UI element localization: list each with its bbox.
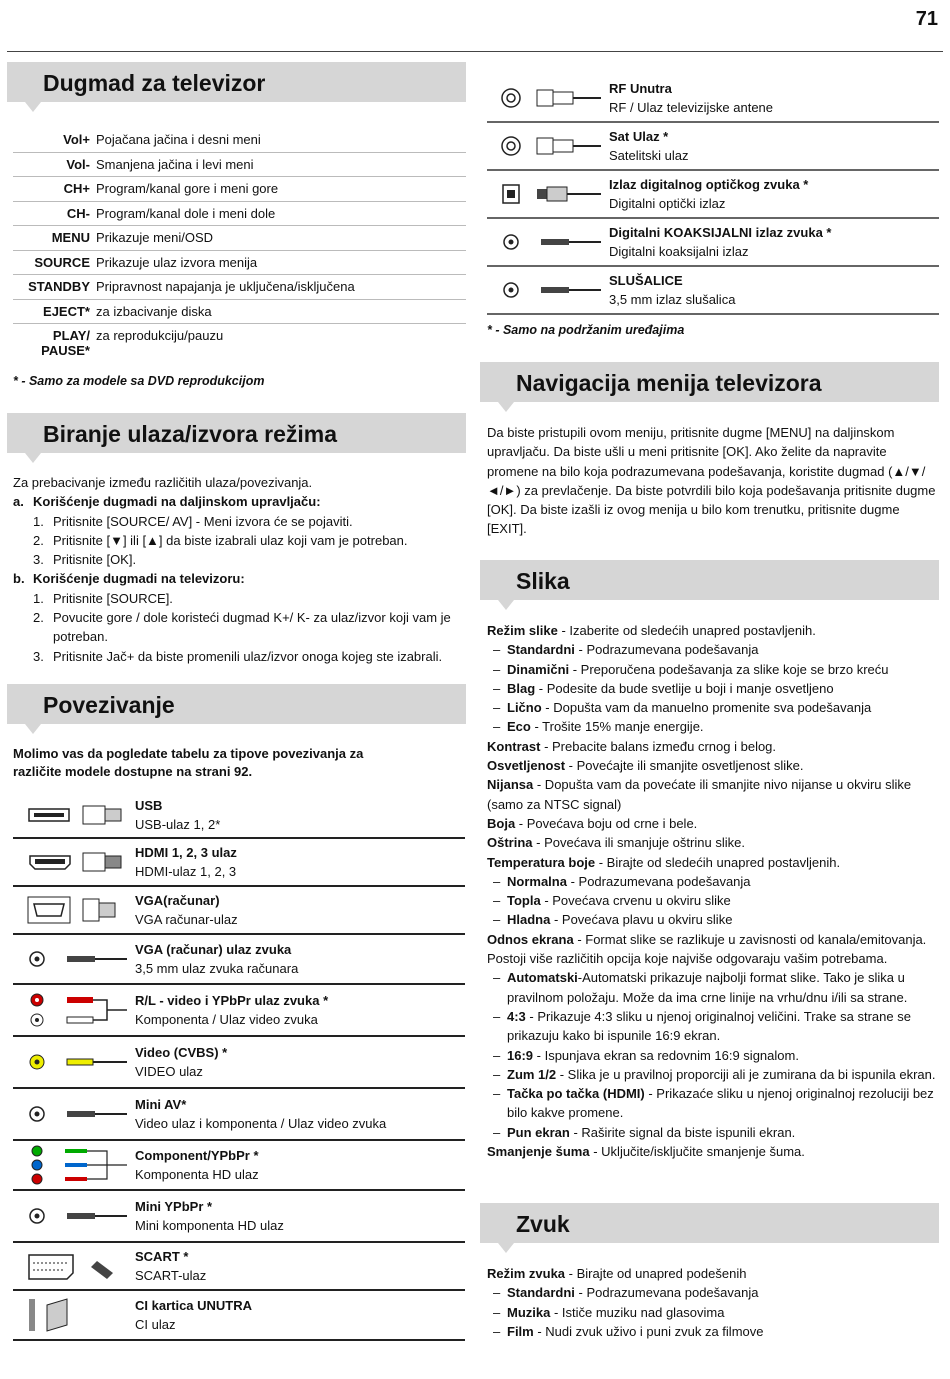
section-title-nav: Navigacija menija televizora: [480, 362, 939, 402]
connection-desc: Komponenta / Ulaz video zvuka: [135, 1012, 318, 1027]
list-subitem: [487, 1303, 937, 1322]
rca-yellow-icon: [13, 1037, 135, 1087]
item-term: Boja: [487, 815, 516, 831]
item-text: - Podrazumevana podešavanja: [574, 1285, 759, 1301]
button-desc: Prikazuje meni/OSD: [96, 230, 214, 245]
item-text: - Uključite/isključite smanjenje šuma.: [589, 1144, 805, 1160]
step-text: Pritisnite Jač+ da biste promenili ulaz/izvor onoga kojeg ste izabrali.: [53, 648, 443, 664]
step-item: [13, 550, 468, 569]
list-subitem: [487, 717, 943, 736]
input-remote-title: Korišćenje dugmadi na daljinskom upravljaču:: [33, 494, 321, 510]
list-item: [487, 833, 943, 852]
item-term: Hladna: [507, 912, 551, 928]
item-term: Oštrina: [487, 835, 533, 851]
connection-desc: SCART-ulaz: [135, 1268, 207, 1283]
list-subitem: [487, 660, 943, 679]
button-key: EJECT*: [43, 303, 90, 319]
connection-row: [13, 985, 465, 1037]
vga-icon: [13, 887, 135, 933]
section-title-tv-buttons: Dugmad za televizor: [7, 62, 466, 102]
picture-list: [487, 621, 943, 1161]
connection-row: [13, 1037, 465, 1089]
connection-name: SCART *: [135, 1248, 189, 1264]
jack-icon: [13, 1089, 135, 1139]
item-term: Odnos ekrana: [487, 931, 574, 947]
item-term: Lično: [507, 700, 542, 716]
list-subitem: [487, 872, 943, 891]
connection-row: [13, 793, 465, 839]
button-key: CH+: [63, 181, 90, 196]
button-key: PLAY/ PAUSE*: [41, 328, 90, 358]
connection-name: Mini YPbPr *: [135, 1198, 213, 1214]
button-key: CH-: [66, 205, 90, 221]
connection-row: [487, 219, 939, 267]
item-term: Standardni: [507, 642, 575, 658]
item-term: Zum 1/2: [507, 1066, 557, 1082]
item-text: - Prikazuje 4:3 sliku u njenoj originalnoj veličini. Trake sa strane se prikazuju kako bi ispunile 16:9 ekran.: [507, 1008, 911, 1044]
list-item: [487, 737, 943, 756]
item-term: Pun ekran: [507, 1124, 570, 1140]
item-term: Osvetljenost: [487, 758, 566, 774]
input-tv-title: Korišćenje dugmadi na televizoru:: [33, 571, 245, 587]
connection-row: [13, 1243, 465, 1291]
connection-name: Component/YPbPr *: [135, 1147, 259, 1163]
connection-desc: 3,5 mm ulaz zvuka računara: [135, 961, 299, 976]
sound-list: [487, 1264, 937, 1341]
step-number: 3.: [33, 648, 44, 664]
input-remote-steps: [13, 512, 468, 570]
connection-row: [13, 1089, 465, 1141]
connect-note: * - Samo na podržanim uređajima: [487, 323, 685, 337]
ci-card-icon: [13, 1291, 135, 1339]
tv-button-row: [13, 226, 466, 251]
connection-desc: USB-ulaz 1, 2*: [135, 817, 221, 832]
section-title-picture: Slika: [480, 560, 939, 600]
connection-row: [13, 935, 465, 985]
tv-button-row: [13, 177, 466, 202]
step-item: [13, 589, 468, 608]
connect-intro: Molimo vas da pogledate tabelu za tipove povezivanja za različite modele dostupne na strani 92.: [13, 746, 364, 779]
list-subitem: [487, 1046, 943, 1065]
button-desc: za reprodukciju/pauzu: [96, 328, 224, 343]
item-text: - Podesite da bude svetlije u boji i manje osvetljeno: [535, 680, 834, 696]
item-term: Automatski: [507, 970, 578, 986]
headphone-jack-icon: [487, 267, 609, 313]
button-key: SOURCE: [34, 254, 90, 270]
tv-button-row: [13, 275, 466, 300]
hdmi-icon: [13, 839, 135, 885]
connection-desc: VIDEO ulaz: [135, 1064, 203, 1079]
list-item: [487, 775, 943, 814]
tv-button-row: [13, 324, 466, 368]
connection-name: HDMI 1, 2, 3 ulaz: [135, 844, 237, 860]
connection-name: R/L - video i YPbPr ulaz zvuka *: [135, 992, 329, 1008]
connection-name: VGA(računar): [135, 892, 220, 908]
item-text: - Raširite signal da biste ispunili ekran.: [569, 1124, 796, 1140]
list-marker: b.: [13, 571, 25, 587]
item-term: Normalna: [507, 873, 567, 889]
item-text: - Birajte od sledećih unapred postavljenih.: [595, 854, 841, 870]
list-item: [487, 1142, 943, 1161]
section-title-connect: Povezivanje: [7, 684, 466, 724]
list-subitem: [487, 1065, 943, 1084]
step-text: Pritisnite [SOURCE].: [53, 590, 173, 606]
step-text: Pritisnite [▼] ili [▲] da biste izabrali ulaz koji vam je potreban.: [53, 532, 408, 548]
step-item: [13, 647, 468, 666]
tv-button-row: [13, 128, 466, 153]
connection-row: [487, 171, 939, 219]
input-section: [13, 473, 468, 666]
list-item: [487, 756, 943, 775]
step-number: 2.: [33, 532, 44, 548]
connection-name: Sat Ulaz *: [609, 128, 669, 144]
step-item: [13, 608, 468, 647]
connection-desc: Mini komponenta HD ulaz: [135, 1218, 284, 1233]
connection-desc: Komponenta HD ulaz: [135, 1167, 259, 1182]
item-term: Temperatura boje: [487, 854, 596, 870]
rf-icon: [487, 75, 609, 121]
item-term: Nijansa: [487, 777, 534, 793]
item-text: - Dopušta vam da manuelno promenite sva podešavanja: [541, 700, 872, 716]
item-text: - Ističe muziku nad glasovima: [550, 1304, 725, 1320]
top-rule: [7, 51, 943, 52]
list-subitem: [487, 1322, 937, 1341]
item-text: - Format slike se razlikuje u zavisnosti od kanala/emitovanja. Postoji više različitih opcija koje najviše odgovaraju vašim potrebama.: [487, 931, 927, 967]
item-term: Dinamični: [507, 661, 570, 677]
list-subitem: [487, 910, 943, 929]
item-term: 4:3: [507, 1008, 526, 1024]
tv-button-row: [13, 153, 466, 178]
item-text: - Povećajte ili smanjite osvetljenost slike.: [565, 758, 804, 774]
item-term: 16:9: [507, 1047, 534, 1063]
button-desc: Program/kanal gore i meni gore: [96, 181, 279, 196]
nav-text: Da biste pristupili ovom meniju, pritisnite dugme [MENU] na daljinskom upravljaču. Da biste ušli u meni pritisnite [OK]. Ako želite da napravite promene na bilo koja podrazumevana podešavanja, koristite dugmad (▲/▼/◄/►) za prevlačenje. Da biste potvrdili bilo koja podešavanja pritisnite dugme [OK]. Da biste izašli iz ovog menija u bilo kom trenutku, pritisnite dugme [EXIT].: [487, 425, 936, 537]
list-item: [487, 853, 943, 872]
item-term: Muzika: [507, 1304, 551, 1320]
item-text: - Dopušta vam da povećate ili smanjite nivo nijanse u okviru slike (samo za NTSC signal): [487, 777, 912, 812]
connection-table-left: [13, 793, 465, 1341]
connection-table-right: [487, 75, 939, 315]
list-subitem: [487, 640, 943, 659]
list-subitem: [487, 968, 943, 1007]
item-text: - Povećava crvenu u okviru slike: [540, 893, 731, 909]
item-term: Topla: [507, 893, 541, 909]
connection-row: [13, 1191, 465, 1243]
list-item: [487, 930, 943, 969]
list-marker: a.: [13, 494, 24, 510]
button-desc: Smanjena jačina i levi meni: [96, 156, 254, 172]
connection-desc: VGA računar-ulaz: [135, 912, 238, 927]
connection-name: SLUŠALICE: [609, 272, 683, 288]
list-item: [487, 1264, 937, 1283]
item-term: Standardni: [507, 1285, 575, 1301]
connection-desc: HDMI-ulaz 1, 2, 3: [135, 864, 237, 879]
connection-name: RF Unutra: [609, 80, 672, 96]
jack-icon: [13, 1191, 135, 1241]
list-subitem: [487, 891, 943, 910]
list-subitem: [487, 679, 943, 698]
component-icon: [13, 1141, 135, 1189]
list-subitem: [487, 1123, 943, 1142]
item-term: Kontrast: [487, 738, 541, 754]
connection-row: [13, 1141, 465, 1191]
connection-name: CI kartica UNUTRA: [135, 1297, 253, 1313]
step-item: [13, 512, 468, 531]
button-key: Vol-: [66, 156, 90, 172]
step-number: 1.: [33, 513, 44, 529]
item-text: - Povećava ili smanjuje oštrinu slike.: [532, 835, 745, 851]
tv-buttons-table: [13, 128, 466, 368]
connection-desc: RF / Ulaz televizijske antene: [609, 100, 774, 115]
list-subitem: [487, 1084, 943, 1123]
button-key: MENU: [51, 230, 90, 245]
item-text: - Preporučena podešavanja za slike koje se brzo kreću: [569, 661, 889, 677]
input-intro: Za prebacivanje između različitih ulaza/povezivanja.: [13, 475, 313, 490]
item-term: Film: [507, 1323, 534, 1339]
button-desc: Prikazuje ulaz izvora menija: [96, 254, 258, 270]
step-text: Pritisnite [OK].: [53, 552, 137, 568]
button-desc: Program/kanal dole i meni dole: [96, 205, 276, 221]
connection-name: Video (CVBS) *: [135, 1044, 228, 1060]
item-text: - Povećava boju od crne i bele.: [515, 815, 698, 831]
connection-desc: CI ulaz: [135, 1317, 176, 1332]
coax-icon: [487, 219, 609, 265]
item-term: Smanjenje šuma: [487, 1144, 590, 1160]
item-text: - Podrazumevana podešavanja: [574, 642, 759, 658]
connection-name: Digitalni KOAKSIJALNI izlaz zvuka *: [609, 224, 832, 240]
step-text: Pritisnite [SOURCE/ AV] - Meni izvora će se pojaviti.: [53, 513, 353, 529]
step-number: 1.: [33, 590, 44, 606]
button-desc: za izbacivanje diska: [96, 303, 212, 319]
connection-desc: 3,5 mm izlaz slušalica: [609, 292, 736, 307]
tv-buttons-note: * - Samo za modele sa DVD reprodukcijom: [13, 374, 265, 388]
list-subitem: [487, 698, 943, 717]
list-item: [487, 621, 943, 640]
button-key: Vol+: [63, 132, 90, 147]
button-key: STANDBY: [28, 279, 90, 294]
section-title-sound: Zvuk: [480, 1203, 939, 1243]
item-text: -Automatski prikazuje najbolji format slike. Tako je slika u pravilnom položaju. Može da ima crne linije na vrhu/dnu i/ili sa strane.: [507, 970, 908, 1005]
item-text: - Nudi zvuk uživo i puni zvuk za filmove: [533, 1323, 764, 1339]
section-title-input: Biranje ulaza/izvora režima: [7, 413, 466, 453]
connection-row: [487, 123, 939, 171]
item-term: Blag: [507, 680, 536, 696]
item-term: Eco: [507, 719, 531, 735]
list-subitem: [487, 1007, 943, 1046]
item-text: - Povećava plavu u okviru slike: [550, 912, 733, 928]
step-item: [13, 531, 468, 550]
tv-button-row: [13, 300, 466, 325]
connection-desc: Digitalni koaksijalni izlaz: [609, 244, 749, 259]
connection-name: USB: [135, 797, 163, 813]
tv-button-row: [13, 202, 466, 227]
rca-rl-icon: [13, 985, 135, 1035]
item-term: Tačka po tačka (HDMI): [507, 1086, 645, 1102]
connection-desc: Satelitski ulaz: [609, 148, 689, 163]
button-desc: Pojačana jačina i desni meni: [96, 132, 261, 147]
page-number: 71: [915, 8, 938, 30]
optical-icon: [487, 171, 609, 217]
item-text: - Izaberite od sledećih unapred postavljenih.: [557, 623, 816, 638]
usb-icon: [13, 793, 135, 837]
item-text: - Podrazumevana podešavanja: [566, 873, 751, 889]
rf-icon: [487, 123, 609, 169]
item-term: Režim zvuka: [487, 1266, 566, 1281]
tv-button-row: [13, 251, 466, 276]
step-number: 2.: [33, 610, 44, 626]
connection-row: [487, 267, 939, 315]
item-text: - Prebacite balans između crnog i belog.: [540, 738, 777, 754]
input-tv-steps: [13, 589, 468, 666]
step-number: 3.: [33, 552, 44, 568]
step-text: Povucite gore / dole koristeći dugmad K+/ K- za ulaz/izvor koji vam je potreban.: [53, 610, 451, 645]
connection-name: Mini AV*: [135, 1096, 187, 1112]
item-text: - Slika je u pravilnoj proporciji ali je zumirana da bi ispunila ekran.: [556, 1066, 936, 1082]
item-text: - Trošite 15% manje energije.: [530, 719, 704, 735]
button-desc: Pripravnost napajanja je uključena/isključena: [96, 279, 355, 294]
connection-desc: Digitalni optički izlaz: [609, 196, 726, 211]
connection-name: VGA (računar) ulaz zvuka: [135, 941, 292, 957]
item-text: - Ispunjava ekran sa redovnim 16:9 signalom.: [533, 1047, 799, 1063]
connection-row: [13, 1291, 465, 1341]
list-subitem: [487, 1283, 937, 1302]
connection-row: [13, 887, 465, 935]
jack-icon: [13, 935, 135, 983]
item-term: Režim slike: [487, 623, 558, 638]
item-text: - Prikazaće sliku u njenoj originalnoj rezoluciji bez bilo kakve promene.: [507, 1086, 934, 1121]
connection-name: Izlaz digitalnog optičkog zvuka *: [609, 176, 809, 192]
connection-row: [13, 839, 465, 887]
connection-row: [487, 75, 939, 123]
scart-icon: [13, 1243, 135, 1289]
item-text: - Birajte od unapred podešenih: [565, 1266, 747, 1281]
list-item: [487, 814, 943, 833]
connection-desc: Video ulaz i komponenta / Ulaz video zvuka: [135, 1116, 387, 1131]
